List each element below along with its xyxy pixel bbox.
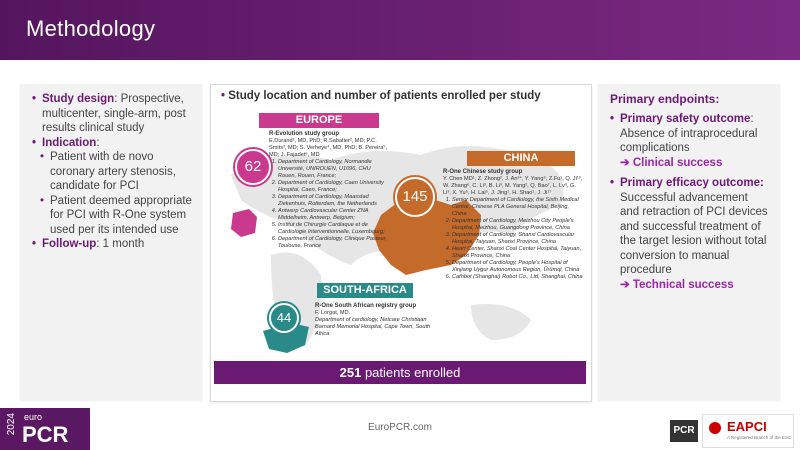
pcr-badge: PCR <box>670 420 698 442</box>
eapci-logo: EAPCI A Registered Branch of the ESC <box>702 414 794 448</box>
logo-pcr: PCR <box>22 422 69 447</box>
endpoints-heading: Primary endpoints: <box>610 92 720 106</box>
total-text: patients enrolled <box>364 365 461 380</box>
footer-url[interactable]: EuroPCR.com <box>368 422 432 433</box>
safety-result: ➔ Clinical success <box>620 156 723 169</box>
europe-study-text: R-Evolution study group E.Durand¹, MD, PhD; R.Sabatier², MD; P.C. Smits³, MD; S. Verheye⁴, MD, PhD; B. Pereira⁵, MD; J. Fajadet⁶, MD 1. Department of Cardiology, Normandie Université, UNIROUEN, U1096, CHU Rouen, Rouen, France; 2. Department of Cardiology, Caen University Hospital, Caen, France; 3. Department of Cardiology, Maasstad Ziekenhuis, Rotterdam, the Netherlands 4. Antwerp Cardiovascular Center ZNA Middelheim, Antwerp, Belgium; 5. Institut de Chirurgie Cardiaque et de Cardiologie Interventionnelle, Luxembourg; 6. Department of Cardiology, Clinique Pasteur, Toulouse, France <box>269 131 389 250</box>
china-count: 145 <box>402 188 428 205</box>
followup-label: Follow-up <box>42 238 97 250</box>
europe-count: 62 <box>244 158 262 175</box>
study-design-label: Study design <box>42 93 115 105</box>
primary-endpoints-panel <box>598 84 780 400</box>
study-design-item <box>32 92 192 136</box>
south-africa-study-text: R-One South African registry group F. Lorgat, MD. Department of cardiology, Netcare Christiaan Barnard Memorial Hospital, Cape Town, South Africa <box>315 303 431 337</box>
study-design-text: : Prospective, multicenter, single-arm, post results clinical study <box>42 93 186 134</box>
indication-item <box>32 136 192 151</box>
study-design-panel <box>20 84 202 400</box>
indication-subitem: • Patient with de novo coronary artery stenosis, candidate for PCI <box>32 150 192 194</box>
study-location-heading: • Study location and number of patients enrolled per study <box>221 90 541 102</box>
china-count-circle <box>395 177 435 217</box>
south-africa-count: 44 <box>276 310 292 325</box>
safety-text: Absence of intraprocedural complications <box>620 127 758 154</box>
efficacy-text: Successful advancement and retraction of PCI devices and successful treatment of the target lesion without total conversion to manual procedure <box>620 191 768 276</box>
heart-icon <box>709 422 721 434</box>
indication-colon: : <box>96 136 100 149</box>
header-bar <box>0 0 800 60</box>
china-study-text: R-One Chinese study group Y. Chen MD¹, Z. Zhong², J. An³⁴, Y. Yang⁵, Z.Fu¹, Q. Ji¹³, W. Zhang⁶, C. Li³, B. Li³, M. Yang², Q. Bao⁷, L. Lv³, G. Li³, X. Yu⁵, H. Lai⁵, J. Jing¹, H. Shao¹, J. Ji¹⁷ 1. Senior Department of Cardiology, the Sixth Medical Centre, Chinese PLA General Hospital, Beijing, China 2. Department of Cardiology, Meizhou City People's Hospital, Meizhou, Guangdong Province, China 3. Department of Cardiology, Shanxi Cardiovascular Hospital, Taiyuan, Shanxi Province, China 4. Heart Center, Shanxi Coal Center Hospital, Taiyuan, Shanxi Province, China 5. Department of Cardiology, People's Hospital of Xinjiang Uygur Autonomous Region, Ürümqi, China 6. Cathbot (Shanghai) Robot Co., Ltd, Shanghai, China <box>443 169 583 281</box>
efficacy-result: ➔ Technical success <box>620 278 734 291</box>
total-enrolled-banner <box>214 361 586 384</box>
logo-year: 2024 <box>6 413 17 436</box>
logo-euro: euro <box>24 412 43 422</box>
europe-count-circle <box>235 149 271 185</box>
south-africa-label: SOUTH-AFRICA <box>317 283 413 298</box>
page-title: Methodology <box>26 16 156 41</box>
safety-outcome: • Primary safety outcome: Absence of intraprocedural complications ➔ Clinical success <box>610 112 770 170</box>
study-location-panel <box>210 84 592 402</box>
indication-label: Indication <box>42 136 97 149</box>
efficacy-outcome: • Primary efficacy outcome: Successful advancement and retraction of PCI devices and successful treatment of the target lesion without total conversion to manual procedure ➔ Technical success <box>610 176 770 292</box>
total-number: 251 <box>339 365 362 380</box>
south-africa-count-circle <box>269 303 299 333</box>
europe-label: EUROPE <box>259 113 379 128</box>
france-shape <box>231 209 257 237</box>
indication-subitem: • Patient deemed appropriate for PCI with R-One system used per its intended use <box>32 194 192 238</box>
followup-item <box>32 237 192 252</box>
followup-text: : 1 month <box>96 238 145 250</box>
china-label: CHINA <box>467 151 575 166</box>
